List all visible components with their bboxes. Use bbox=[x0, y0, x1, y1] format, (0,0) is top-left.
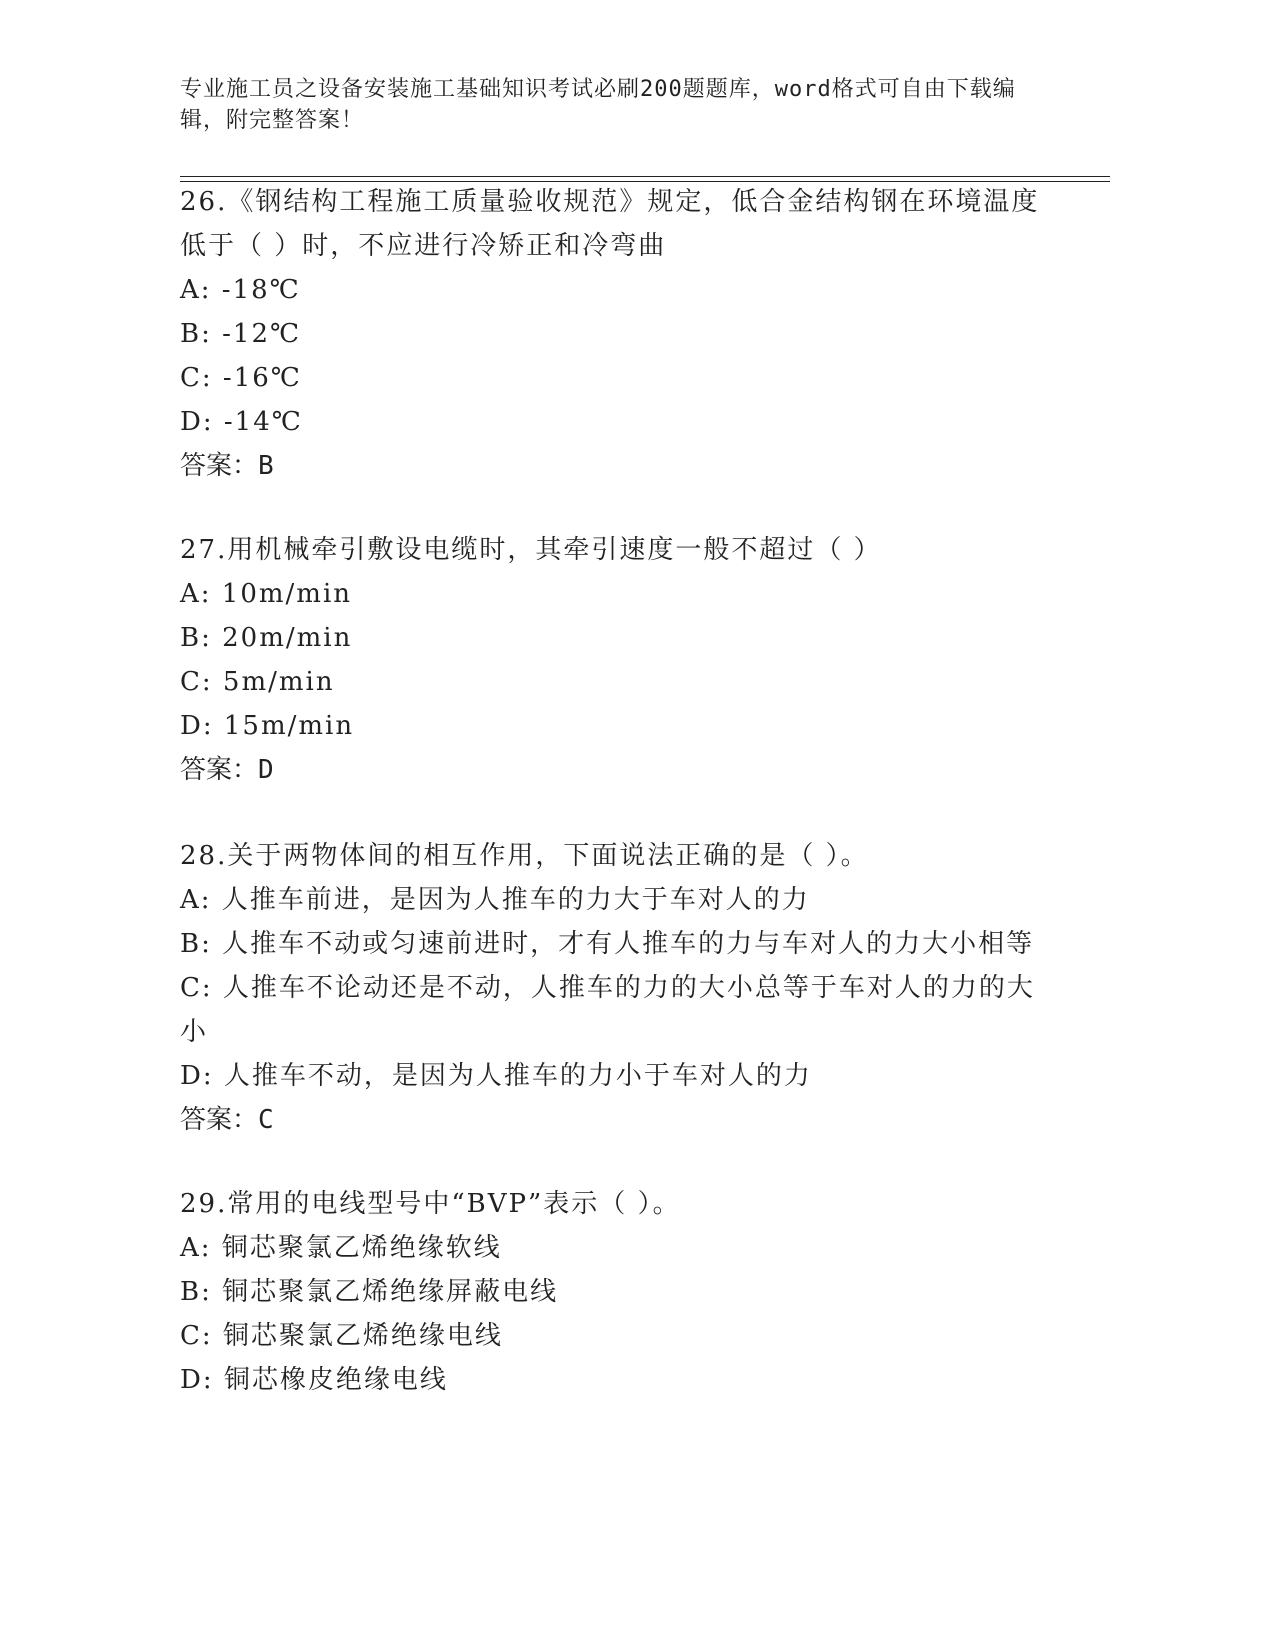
option-d: D: 铜芯橡皮绝缘电线 bbox=[180, 1365, 448, 1395]
option-a: A: 人推车前进，是因为人推车的力大于车对人的力 bbox=[180, 885, 810, 915]
question-stem: 28.关于两物体间的相互作用，下面说法正确的是（ ）。 bbox=[180, 841, 869, 871]
option-a: A: 10m/min bbox=[180, 579, 353, 609]
option-a: A: -18℃ bbox=[180, 275, 301, 305]
answer: 答案：C bbox=[180, 1105, 274, 1135]
document-header: 专业施工员之设备安装施工基础知识考试必刷200题题库，word格式可自由下载编辑，附完整答案！ bbox=[180, 77, 1016, 133]
option-b: B: 20m/min bbox=[180, 623, 353, 653]
option-a: A: 铜芯聚氯乙烯绝缘软线 bbox=[180, 1233, 502, 1263]
question-stem: 29.常用的电线型号中“BVP”表示（ ）。 bbox=[180, 1189, 681, 1219]
option-c: C: 5m/min bbox=[180, 667, 335, 697]
option-d: D: 人推车不动，是因为人推车的力小于车对人的力 bbox=[180, 1061, 812, 1091]
question-29 bbox=[180, 1182, 1060, 1402]
question-27 bbox=[180, 528, 1060, 792]
question-stem: 27.用机械牵引敷设电缆时，其牵引速度一般不超过（ ） bbox=[180, 535, 882, 565]
option-b: B: 人推车不动或匀速前进时，才有人推车的力与车对人的力大小相等 bbox=[180, 929, 1035, 959]
question-stem: 26.《钢结构工程施工质量验收规范》规定，低合金结构钢在环境温度低于（ ）时，不应进行冷矫正和冷弯曲 bbox=[180, 187, 1040, 261]
option-c: C: -16℃ bbox=[180, 363, 302, 393]
option-c: C: 人推车不论动还是不动，人推车的力的大小总等于车对人的力的大小 bbox=[180, 973, 1035, 1047]
option-b: B: 铜芯聚氯乙烯绝缘屏蔽电线 bbox=[180, 1277, 559, 1307]
option-b: B: -12℃ bbox=[180, 319, 302, 349]
option-d: D: -14℃ bbox=[180, 407, 303, 437]
option-d: D: 15m/min bbox=[180, 711, 355, 741]
answer: 答案：D bbox=[180, 755, 274, 785]
option-c: C: 铜芯聚氯乙烯绝缘电线 bbox=[180, 1321, 503, 1351]
question-26 bbox=[180, 180, 1060, 488]
question-28 bbox=[180, 834, 1060, 1142]
answer: 答案：B bbox=[180, 451, 274, 481]
